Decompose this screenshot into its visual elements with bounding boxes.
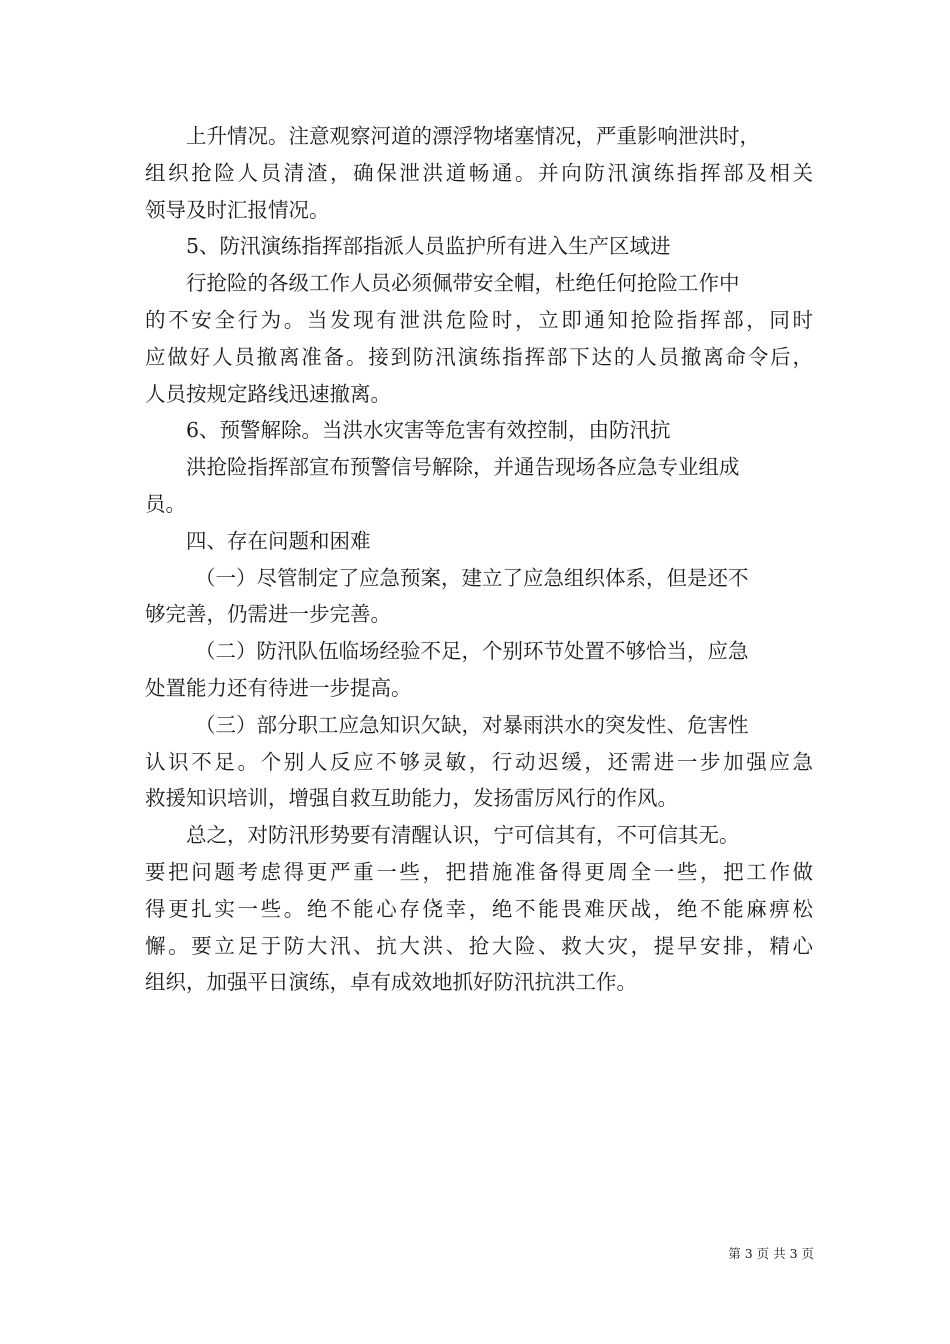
- text-line: （二）防汛队伍临场经验不足，个别环节处置不够恰当，应急: [195, 639, 749, 664]
- text-line: 5、防汛演练指挥部指派人员监护所有进入生产区域进: [186, 234, 671, 259]
- text-line: （一）尽管制定了应急预案，建立了应急组织体系，但是还不: [195, 565, 749, 590]
- text-line: 应做好人员撤离准备。接到防汛演练指挥部下达的人员撤离命令后，: [145, 344, 813, 369]
- text-line: 领导及时汇报情况。: [145, 197, 330, 222]
- text-line: 要把问题考虑得更严重一些，把措施准备得更周全一些，把工作做: [145, 859, 813, 884]
- text-line: 洪抢险指挥部宣布预警信号解除，并通告现场各应急专业组成: [186, 455, 740, 480]
- text-line: 6、预警解除。当洪水灾害等危害有效控制，由防汛抗: [186, 418, 671, 443]
- page-number: 第 3 页 共 3 页: [728, 1246, 814, 1261]
- text-line: 处置能力还有待进一步提高。: [145, 675, 412, 700]
- text-line: 懈。要立足于防大汛、抗大洪、抢大险、救大灾，提早安排，精心: [145, 933, 813, 958]
- text-line: 总之，对防汛形势要有清醒认识，宁可信其有，不可信其无。: [186, 823, 740, 848]
- text-line: 员。: [145, 491, 186, 516]
- text-line: 行抢险的各级工作人员必须佩带安全帽，杜绝任何抢险工作中: [186, 271, 740, 296]
- text-line: 组织抢险人员清渣，确保泄洪道畅通。并向防汛演练指挥部及相关: [145, 160, 813, 185]
- text-line: 救援知识培训，增强自救互助能力，发扬雷厉风行的作风。: [145, 786, 678, 811]
- section-heading: 四、存在问题和困难: [186, 528, 371, 553]
- text-line: 人员按规定路线迅速撤离。: [145, 381, 391, 406]
- text-line: 的不安全行为。当发现有泄洪危险时，立即通知抢险指挥部，同时: [145, 307, 813, 332]
- text-line: （三）部分职工应急知识欠缺，对暴雨洪水的突发性、危害性: [195, 712, 749, 737]
- text-line: 够完善，仍需进一步完善。: [145, 602, 391, 627]
- text-line: 组织，加强平日演练，卓有成效地抓好防汛抗洪工作。: [145, 970, 637, 995]
- text-line: 认识不足。个别人反应不够灵敏，行动迟缓，还需进一步加强应急: [145, 749, 813, 774]
- text-line: 上升情况。注意观察河道的漂浮物堵塞情况，严重影响泄洪时，: [186, 124, 760, 148]
- text-line: 得更扎实一些。绝不能心存侥幸，绝不能畏难厌战，绝不能麻痹松: [145, 896, 813, 921]
- document-body: [145, 118, 813, 1001]
